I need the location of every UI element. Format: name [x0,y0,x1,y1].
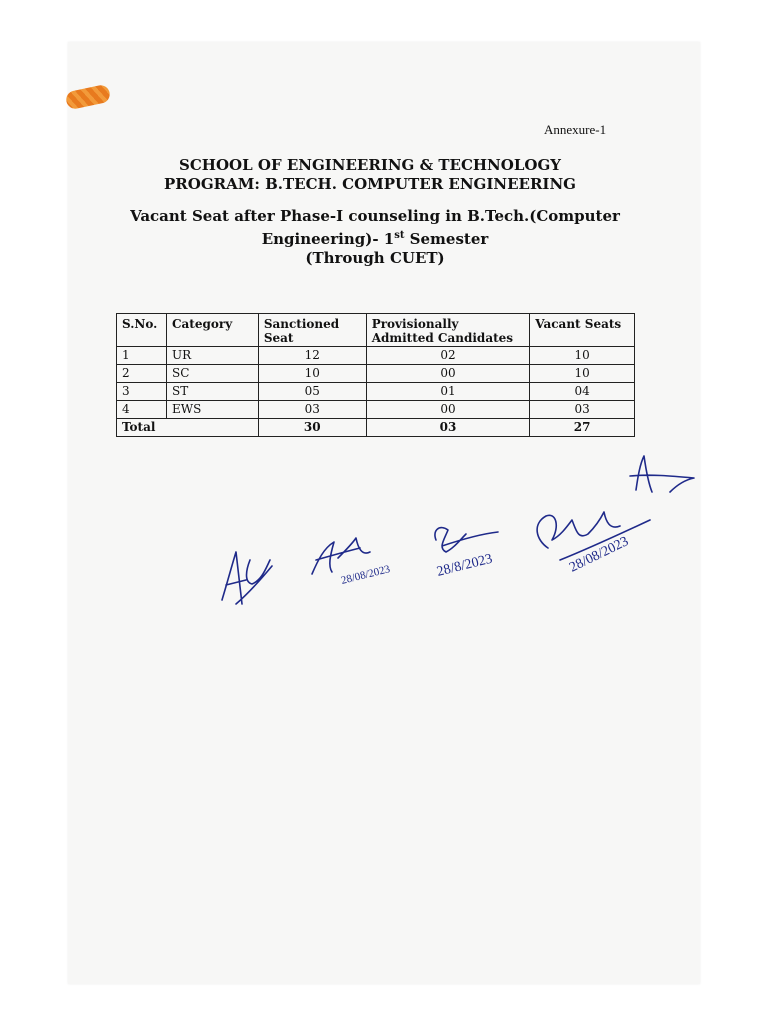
cell-vacant: 03 [530,401,635,419]
signature-date-2: 28/8/2023 [435,551,495,580]
cell-admitted: 00 [366,401,530,419]
signature-date-1: 28/08/2023 [339,563,392,587]
signature-date-3: 28/08/2023 [567,534,632,576]
cell-category: EWS [166,401,258,419]
cell-category: ST [166,383,258,401]
school-heading: SCHOOL OF ENGINEERING & TECHNOLOGY [179,156,561,174]
cell-admitted: 02 [366,347,530,365]
header-admitted: Provisionally Admitted Candidates [366,314,530,347]
total-admitted: 03 [366,419,530,437]
signature-1 [222,552,272,604]
cell-sanctioned: 10 [258,365,366,383]
annexure-label: Annexure-1 [544,122,607,137]
cell-admitted: 00 [366,365,530,383]
cell-sanctioned: 12 [258,347,366,365]
subtitle-line-1: Vacant Seat after Phase-I counseling in B.Tech.(Computer [130,207,620,225]
total-sanctioned: 30 [258,419,366,437]
cell-admitted: 01 [366,383,530,401]
header-category: Category [166,314,258,347]
cell-vacant: 10 [530,347,635,365]
cell-sno: 1 [117,347,167,365]
subtitle-line-3: (Through CUET) [305,249,445,267]
signature-3 [435,528,498,552]
program-heading: PROGRAM: B.TECH. COMPUTER ENGINEERING [164,175,576,193]
subtitle-line-2-text: Engineering)- 1 [261,230,395,248]
cell-sno: 4 [117,401,167,419]
cell-vacant: 04 [530,383,635,401]
total-vacant: 27 [530,419,635,437]
header-vacant: Vacant Seats [530,314,635,347]
cell-sanctioned: 05 [258,383,366,401]
header-sno: S.No. [117,314,167,347]
cell-sno: 2 [117,365,167,383]
cell-sno: 3 [117,383,167,401]
cell-category: SC [166,365,258,383]
header-sanctioned: Sanctioned Seat [258,314,366,347]
cell-sanctioned: 03 [258,401,366,419]
cell-category: UR [166,347,258,365]
ordinal-superscript: st [394,230,405,241]
signature-2 [312,538,370,574]
subtitle-line-2-suffix: Semester [404,230,489,248]
cell-vacant: 10 [530,365,635,383]
total-label: Total [117,419,259,437]
signature-5 [630,456,694,492]
